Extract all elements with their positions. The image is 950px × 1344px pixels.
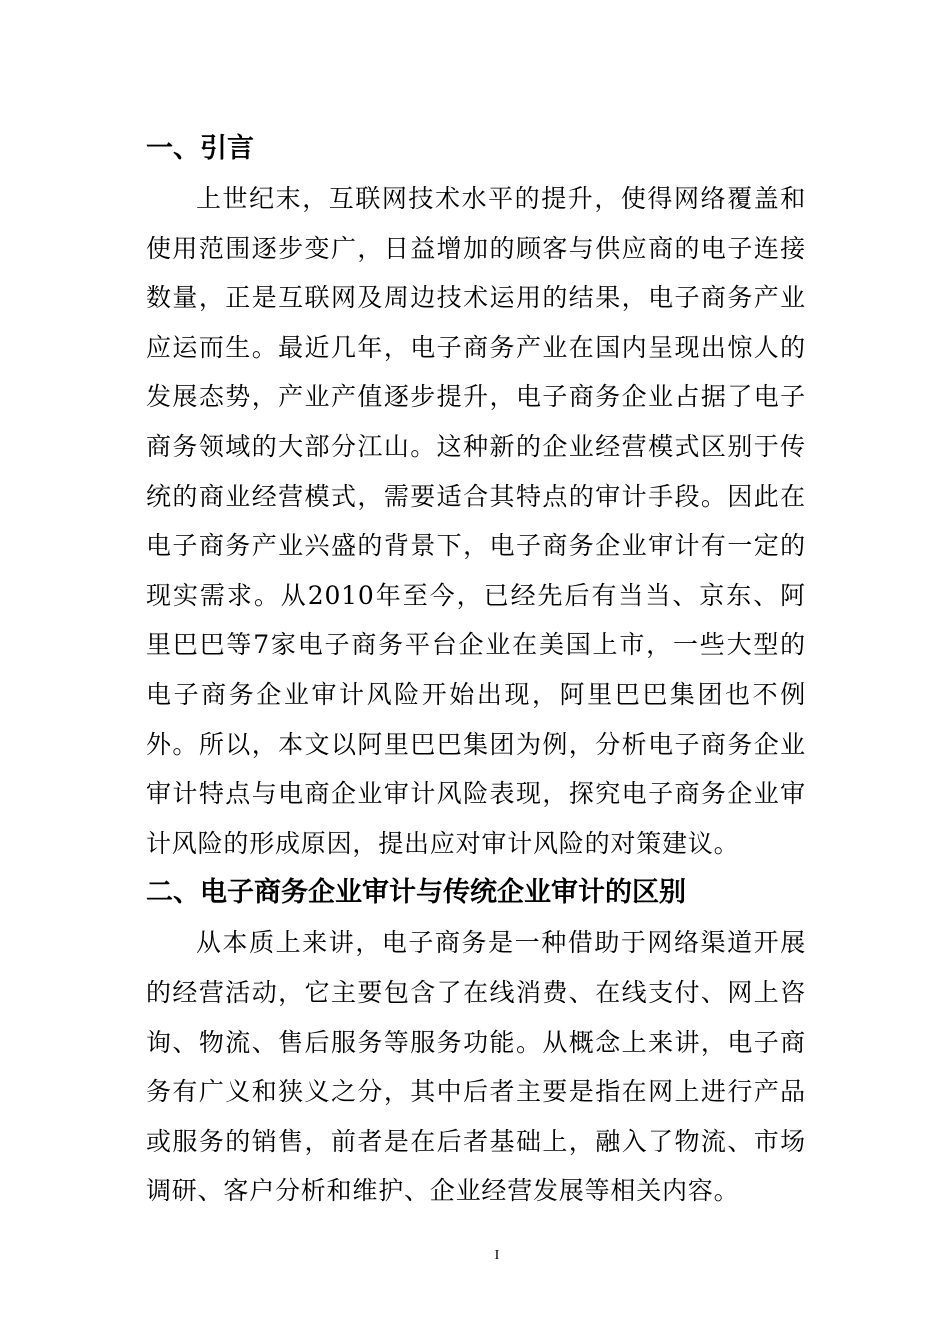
introduction-paragraph: 上世纪末，互联网技术水平的提升，使得网络覆盖和使用范围逐步变广，日益增加的顾客与供应商的电子连接数量，正是互联网及周边技术运用的结果，电子商务产业应运而生。最近几年，电子商务产业在国内呈现出惊人的发展态势，产业产值逐步提升，电子商务企业占据了电子商务领域的大部分江山。这种新的企业经营模式区别于传统的商业经营模式，需要适合其特点的审计手段。因此在电子商务产业兴盛的背景下，电子商务企业审计有一定的现实需求。从2010年至今，已经先后有当当、京东、阿里巴巴等7家电子商务平台企业在美国上市，一些大型的电子商务企业审计风险开始出现，阿里巴巴集团也不例外。所以，本文以阿里巴巴集团为例，分析电子商务企业审计特点与电商企业审计风险表现，探究电子商务企业审计风险的形成原因，提出应对审计风险的对策建议。 bbox=[146, 184, 806, 858]
section-heading-differences: 二、电子商务企业审计与传统企业审计的区别 bbox=[146, 877, 686, 909]
differences-paragraph: 从本质上来讲，电子商务是一种借助于网络渠道开展的经营活动，它主要包含了在线消费、在线支付、网上咨询、物流、售后服务等服务功能。从概念上来讲，电子商务有广义和狭义之分，其中后者主要是指在网上进行产品或服务的销售，前者是在后者基础上，融入了物流、市场调研、客户分析和维护、企业经营发展等相关内容。 bbox=[146, 928, 806, 1206]
section-heading-introduction: 一、引言 bbox=[146, 133, 254, 164]
document-page bbox=[146, 124, 806, 1216]
page-number: I bbox=[494, 1248, 500, 1263]
